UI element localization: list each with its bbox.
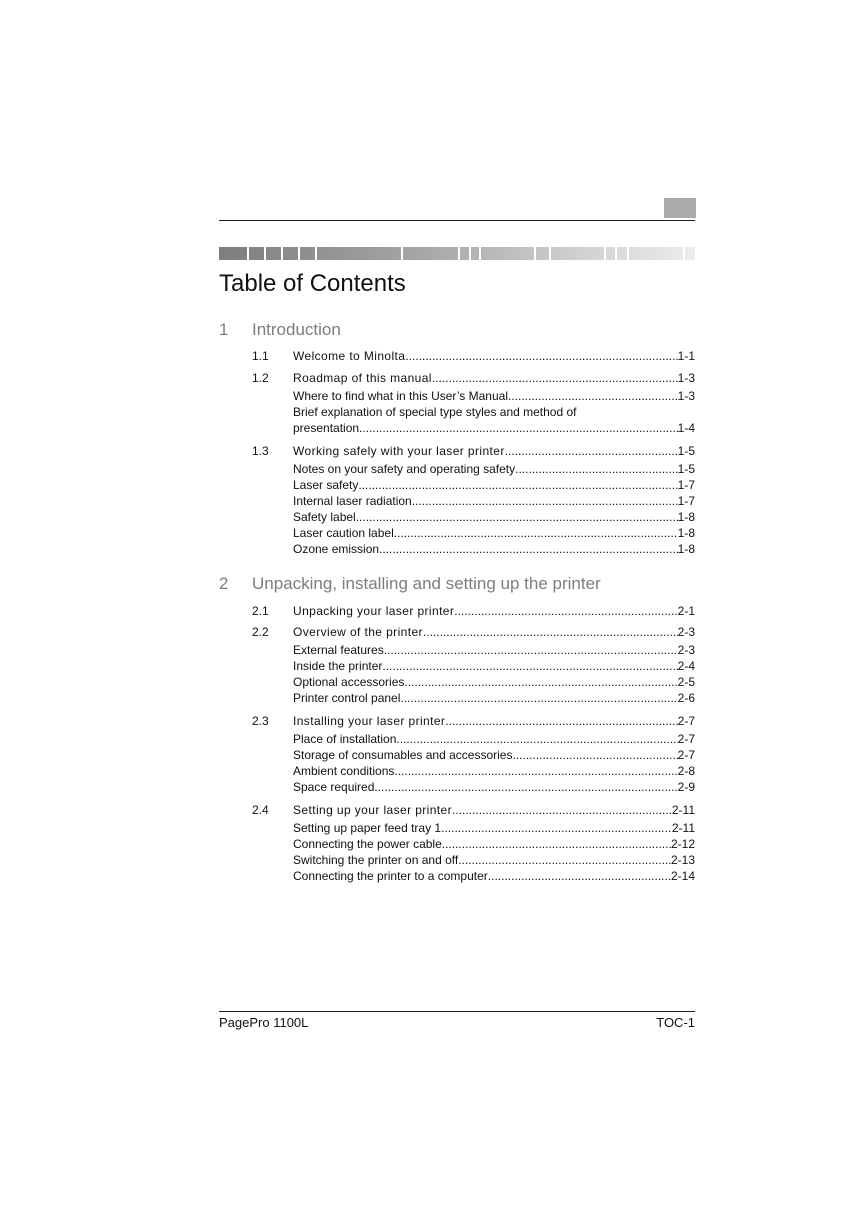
subsection-title: Inside the printer [293, 659, 383, 673]
dot-leader [379, 542, 678, 556]
page-number: 1-8 [677, 542, 695, 556]
page-number: 2-9 [677, 780, 695, 794]
toc-subentry-link[interactable] [293, 691, 695, 705]
subsection-title: Setting up paper feed tray 1 [293, 821, 442, 835]
subsection-title: External features [293, 643, 384, 657]
section-number: 1.3 [252, 444, 269, 458]
page-number: 1-1 [677, 349, 695, 363]
page-number: 2-7 [677, 748, 695, 762]
page-number: 2-6 [677, 691, 695, 705]
toc-subentry-link[interactable] [293, 675, 695, 689]
toc-subentry-link[interactable] [293, 821, 695, 835]
dot-leader [508, 389, 678, 403]
subsection-title: Storage of consumables and accessories [293, 748, 513, 762]
page-number: 2-3 [677, 625, 695, 639]
page-number: 2-1 [677, 604, 695, 618]
toc-subentry-link[interactable] [293, 643, 695, 657]
dot-leader [452, 803, 672, 817]
dot-leader [394, 764, 677, 778]
dot-leader [423, 625, 678, 639]
subsection-title: Laser caution label [293, 526, 394, 540]
toc-entry-link[interactable] [293, 444, 695, 458]
page-number: 2-12 [670, 837, 695, 851]
dot-leader [359, 421, 678, 435]
page-number: 1-7 [677, 478, 695, 492]
page-number: 2-7 [677, 714, 695, 728]
page-number: 1-5 [677, 444, 695, 458]
page-number: 2-11 [671, 821, 695, 835]
dot-leader [404, 675, 677, 689]
page-number: 2-3 [677, 643, 695, 657]
subsection-title: Ambient conditions [293, 764, 395, 778]
subsection-title-line1: Brief explanation of special type styles and method of [293, 405, 577, 419]
toc-subentry-link[interactable] [293, 542, 695, 556]
toc-subentry-link[interactable] [293, 732, 695, 746]
page-number: 2-7 [677, 732, 695, 746]
subsection-title: presentation [293, 421, 360, 435]
footer-rule [219, 1011, 695, 1012]
dot-leader [394, 526, 678, 540]
toc-subentry-link[interactable] [293, 869, 695, 883]
toc-entry-link[interactable] [293, 625, 695, 639]
toc-subentry-link[interactable] [293, 462, 695, 476]
toc-entry-link[interactable] [293, 371, 695, 385]
toc-subentry-link[interactable] [293, 526, 695, 540]
section-title: Welcome to Minolta [293, 349, 406, 363]
chapter-title: Unpacking, installing and setting up the printer [252, 574, 601, 593]
toc-entry-link[interactable] [293, 803, 695, 817]
page-number: 1-3 [677, 371, 695, 385]
subsection-title: Connecting the printer to a computer [293, 869, 488, 883]
header-rule [219, 220, 695, 221]
toc-subentry-link[interactable] [293, 494, 695, 508]
dot-leader [405, 349, 677, 363]
page-number: 2-4 [677, 659, 695, 673]
dot-leader [512, 748, 677, 762]
dot-leader [356, 510, 678, 524]
page-number: 2-11 [671, 803, 695, 817]
toc-subentry-link[interactable] [293, 837, 695, 851]
page-number: 1-7 [677, 494, 695, 508]
footer-product-name: PagePro 1100L [219, 1015, 309, 1030]
toc-subentry-link[interactable] [293, 659, 695, 673]
subsection-title: Connecting the power cable [293, 837, 442, 851]
section-number: 1.2 [252, 371, 269, 385]
section-number: 1.1 [252, 349, 269, 363]
dot-leader [515, 462, 678, 476]
dot-leader [458, 853, 671, 867]
toc-subentry-link[interactable] [293, 510, 695, 524]
dot-leader [374, 780, 677, 794]
section-title: Overview of the printer [293, 625, 423, 639]
toc-subentry-link[interactable] [293, 421, 695, 435]
toc-entry-link[interactable] [293, 349, 695, 363]
dot-leader [445, 714, 677, 728]
section-title: Setting up your laser printer [293, 803, 453, 817]
dot-leader [384, 643, 678, 657]
page-number: 1-8 [677, 526, 695, 540]
page-number: 1-5 [677, 462, 695, 476]
subsection-title: Place of installation [293, 732, 397, 746]
subsection-title: Safety label [293, 510, 356, 524]
subsection-title: Notes on your safety and operating safety [293, 462, 516, 476]
subsection-title: Optional accessories [293, 675, 405, 689]
page-number: 1-3 [677, 389, 695, 403]
dot-leader [358, 478, 677, 492]
toc-subentry-link[interactable] [293, 764, 695, 778]
page-number: 1-4 [677, 421, 695, 435]
subsection-title: Where to find what in this User’s Manual [293, 389, 508, 403]
section-number: 2.2 [252, 625, 269, 639]
section-title: Installing your laser printer [293, 714, 446, 728]
toc-entry-link[interactable] [293, 604, 695, 618]
subsection-title: Ozone emission [293, 542, 380, 556]
section-title: Unpacking your laser printer [293, 604, 455, 618]
dot-leader [400, 691, 677, 705]
dot-leader [441, 821, 672, 835]
subsection-title: Printer control panel [293, 691, 401, 705]
subsection-title: Switching the printer on and off [293, 853, 459, 867]
chapter-number: 1 [219, 320, 229, 339]
toc-subentry-link[interactable] [293, 780, 695, 794]
footer-page-number: TOC-1 [656, 1015, 695, 1030]
chapter-number: 2 [219, 574, 229, 593]
dot-leader [382, 659, 677, 673]
dot-leader [442, 837, 671, 851]
dot-leader [488, 869, 671, 883]
dot-leader [505, 444, 678, 458]
decorative-gradient-bar [219, 247, 695, 260]
dot-leader [432, 371, 678, 385]
section-number: 2.1 [252, 604, 269, 618]
toc-subentry-link[interactable] [293, 389, 695, 403]
section-number: 2.3 [252, 714, 269, 728]
toc-subentry-link[interactable] [293, 853, 695, 867]
chapter-title: Introduction [252, 320, 341, 339]
toc-entry-link[interactable] [293, 714, 695, 728]
page-number: 2-5 [677, 675, 695, 689]
header-tab-marker [664, 198, 696, 218]
toc-subentry-link[interactable] [293, 748, 695, 762]
subsection-title: Space required [293, 780, 375, 794]
page-number: 2-14 [670, 869, 695, 883]
page-title: Table of Contents [219, 270, 406, 297]
section-title: Roadmap of this manual [293, 371, 432, 385]
page-number: 2-8 [677, 764, 695, 778]
subsection-title: Laser safety [293, 478, 359, 492]
page-number: 2-13 [670, 853, 695, 867]
page-number: 1-8 [677, 510, 695, 524]
dot-leader [396, 732, 677, 746]
subsection-title: Internal laser radiation [293, 494, 412, 508]
section-number: 2.4 [252, 803, 269, 817]
toc-subentry-link[interactable] [293, 478, 695, 492]
section-title: Working safely with your laser printer [293, 444, 505, 458]
dot-leader [412, 494, 678, 508]
dot-leader [454, 604, 677, 618]
